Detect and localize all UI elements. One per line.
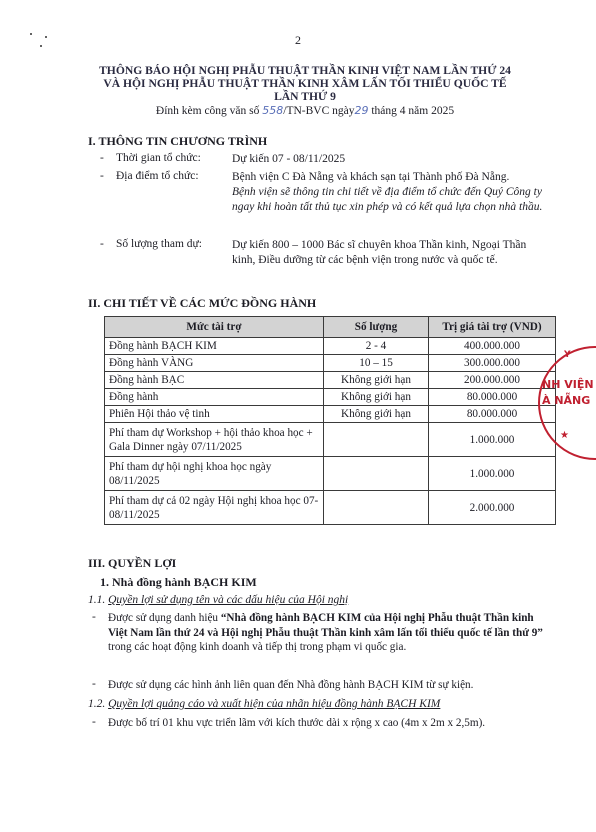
table-cell: Không giới hạn [324, 389, 429, 406]
table-cell: 80.000.000 [429, 406, 556, 423]
dash-bullet: - [100, 152, 104, 164]
stamp-star-icon: ★ [560, 430, 569, 441]
bullet-use-title-text-b: trong các hoạt động kinh doanh và tiếp thị trong phạm vi quốc gia. [108, 641, 407, 653]
document-subtitle [60, 104, 550, 117]
venue-value: Bệnh viện C Đà Nẵng và khách sạn tại Thành phố Đà Nẵng. [232, 171, 510, 183]
dash-bullet: - [92, 678, 96, 690]
section-1-heading: I. THÔNG TIN CHƯƠNG TRÌNH [88, 134, 268, 148]
table-cell: Đồng hành BẠCH KIM [105, 338, 324, 355]
table-cell: Phiên Hội thảo vệ tinh [105, 406, 324, 423]
table-cell: 300.000.000 [429, 355, 556, 372]
handwritten-number: 558 [262, 104, 284, 117]
time-value: Dự kiến 07 - 08/11/2025 [232, 153, 346, 165]
subtitle-suffix: tháng 4 năm 2025 [371, 105, 455, 117]
sub-heading-platinum: 1. Nhà đồng hành BẠCH KIM [100, 575, 257, 589]
table-cell: Đồng hành VÀNG [105, 355, 324, 372]
page-number: 2 [295, 33, 301, 47]
bullet-exhibition-space: Được bố trí 01 khu vực triển lãm với kích thước dài x rộng x cao (4m x 2m x 2,5m). [108, 717, 486, 729]
sponsorship-table [104, 316, 556, 525]
table-cell: Đồng hành [105, 389, 324, 406]
subtitle-prefix: Đính kèm công văn số [155, 105, 260, 117]
venue-note: Bệnh viện sẽ thông tin chi tiết về địa điểm tổ chức đến Quý Công ty ngay khi hoàn tất thủ tục xin phép và có kết quả lựa chọn nhà thầu. [232, 186, 543, 213]
table-row [105, 355, 556, 372]
table-row [105, 338, 556, 355]
venue-label: Địa điểm tổ chức: [116, 170, 199, 182]
table-cell: Không giới hạn [324, 406, 429, 423]
stamp-text-line-2: À NẴNG [542, 394, 591, 407]
table-row [105, 423, 556, 457]
item-1-2-number: 1.2. [88, 698, 106, 710]
subtitle-middle: /TN-BVC ngày [283, 105, 355, 117]
section-3-heading: III. QUYỀN LỢI [88, 556, 177, 570]
table-cell: Không giới hạn [324, 372, 429, 389]
time-label: Thời gian tổ chức: [116, 152, 201, 164]
table-cell: 1.000.000 [429, 457, 556, 491]
bullet-use-title [108, 611, 548, 655]
item-1-1-number: 1.1. [88, 594, 106, 606]
item-1-1 [88, 594, 348, 606]
attendance-label: Số lượng tham dự: [116, 238, 202, 250]
attendance-value: Dự kiến 800 – 1000 Bác sĩ chuyên khoa Thần kinh, Ngoại Thần kinh, Điều dưỡng từ các bệnh viện trong nước và quốc tế. [232, 239, 527, 266]
stamp-text-line-1: NH VIỆN [542, 378, 594, 391]
table-row [105, 406, 556, 423]
dash-bullet: - [92, 716, 96, 728]
document-title-line-3: LẦN THỨ 9 [274, 90, 336, 103]
dash-bullet: - [92, 611, 96, 623]
table-row [105, 389, 556, 406]
header-quantity: Số lượng [324, 317, 429, 338]
table-cell [324, 423, 429, 457]
dash-bullet: - [100, 238, 104, 250]
table-cell: 1.000.000 [429, 423, 556, 457]
table-cell: Phí tham dự hội nghị khoa học ngày 08/11/2025 [105, 457, 324, 491]
document-title-line-1: THÔNG BÁO HỘI NGHỊ PHẪU THUẬT THẦN KINH VIỆT NAM LẦN THỨ 24 [99, 64, 511, 77]
table-cell: Phí tham dự Workshop + hội thảo khoa học + Gala Dinner ngày 07/11/2025 [105, 423, 324, 457]
handwritten-day: 29 [354, 104, 369, 117]
table-cell [324, 491, 429, 525]
table-row [105, 491, 556, 525]
item-1-2 [88, 698, 440, 710]
table-cell: 2.000.000 [429, 491, 556, 525]
table-cell: Đồng hành BẠC [105, 372, 324, 389]
table-row [105, 457, 556, 491]
table-row [105, 372, 556, 389]
dash-bullet: - [100, 170, 104, 182]
table-cell: 200.000.000 [429, 372, 556, 389]
stamp-mark: Y [564, 350, 571, 360]
header-value: Trị giá tài trợ (VND) [429, 317, 556, 338]
table-cell: 2 - 4 [324, 338, 429, 355]
header-level: Mức tài trợ [105, 317, 324, 338]
section-2-heading: II. CHI TIẾT VỀ CÁC MỨC ĐỒNG HÀNH [88, 296, 317, 310]
item-1-1-title: Quyền lợi sử dụng tên và các dấu hiệu của Hội nghị [108, 594, 349, 606]
table-cell: Phí tham dự cả 02 ngày Hội nghị khoa học 07-08/11/2025 [105, 491, 324, 525]
bullet-use-title-text-a: Được sử dụng danh hiệu [108, 612, 221, 624]
bullet-use-title-bold: “Nhà đồng hành BẠCH KIM của Hội nghị Phẫu thuật Thần kinh Việt Nam lần thứ 24 và Hội nghị Phẫu thuật Thần kinh xâm lấn tối thiểu quốc tế lần thứ 9” [108, 612, 543, 639]
item-1-2-title: Quyền lợi quảng cáo và xuất hiện của nhãn hiệu đồng hành BẠCH KIM [108, 698, 441, 710]
table-cell [324, 457, 429, 491]
table-cell: 400.000.000 [429, 338, 556, 355]
table-cell: 80.000.000 [429, 389, 556, 406]
bullet-use-images: Được sử dụng các hình ảnh liên quan đến Nhà đồng hành BẠCH KIM từ sự kiện. [108, 679, 474, 691]
table-header-row [105, 317, 556, 338]
table-cell: 10 – 15 [324, 355, 429, 372]
document-title-line-2: VÀ HỘI NGHỊ PHẪU THUẬT THẦN KINH XÂM LẤN TỐI THIỂU QUỐC TẾ [103, 77, 507, 90]
